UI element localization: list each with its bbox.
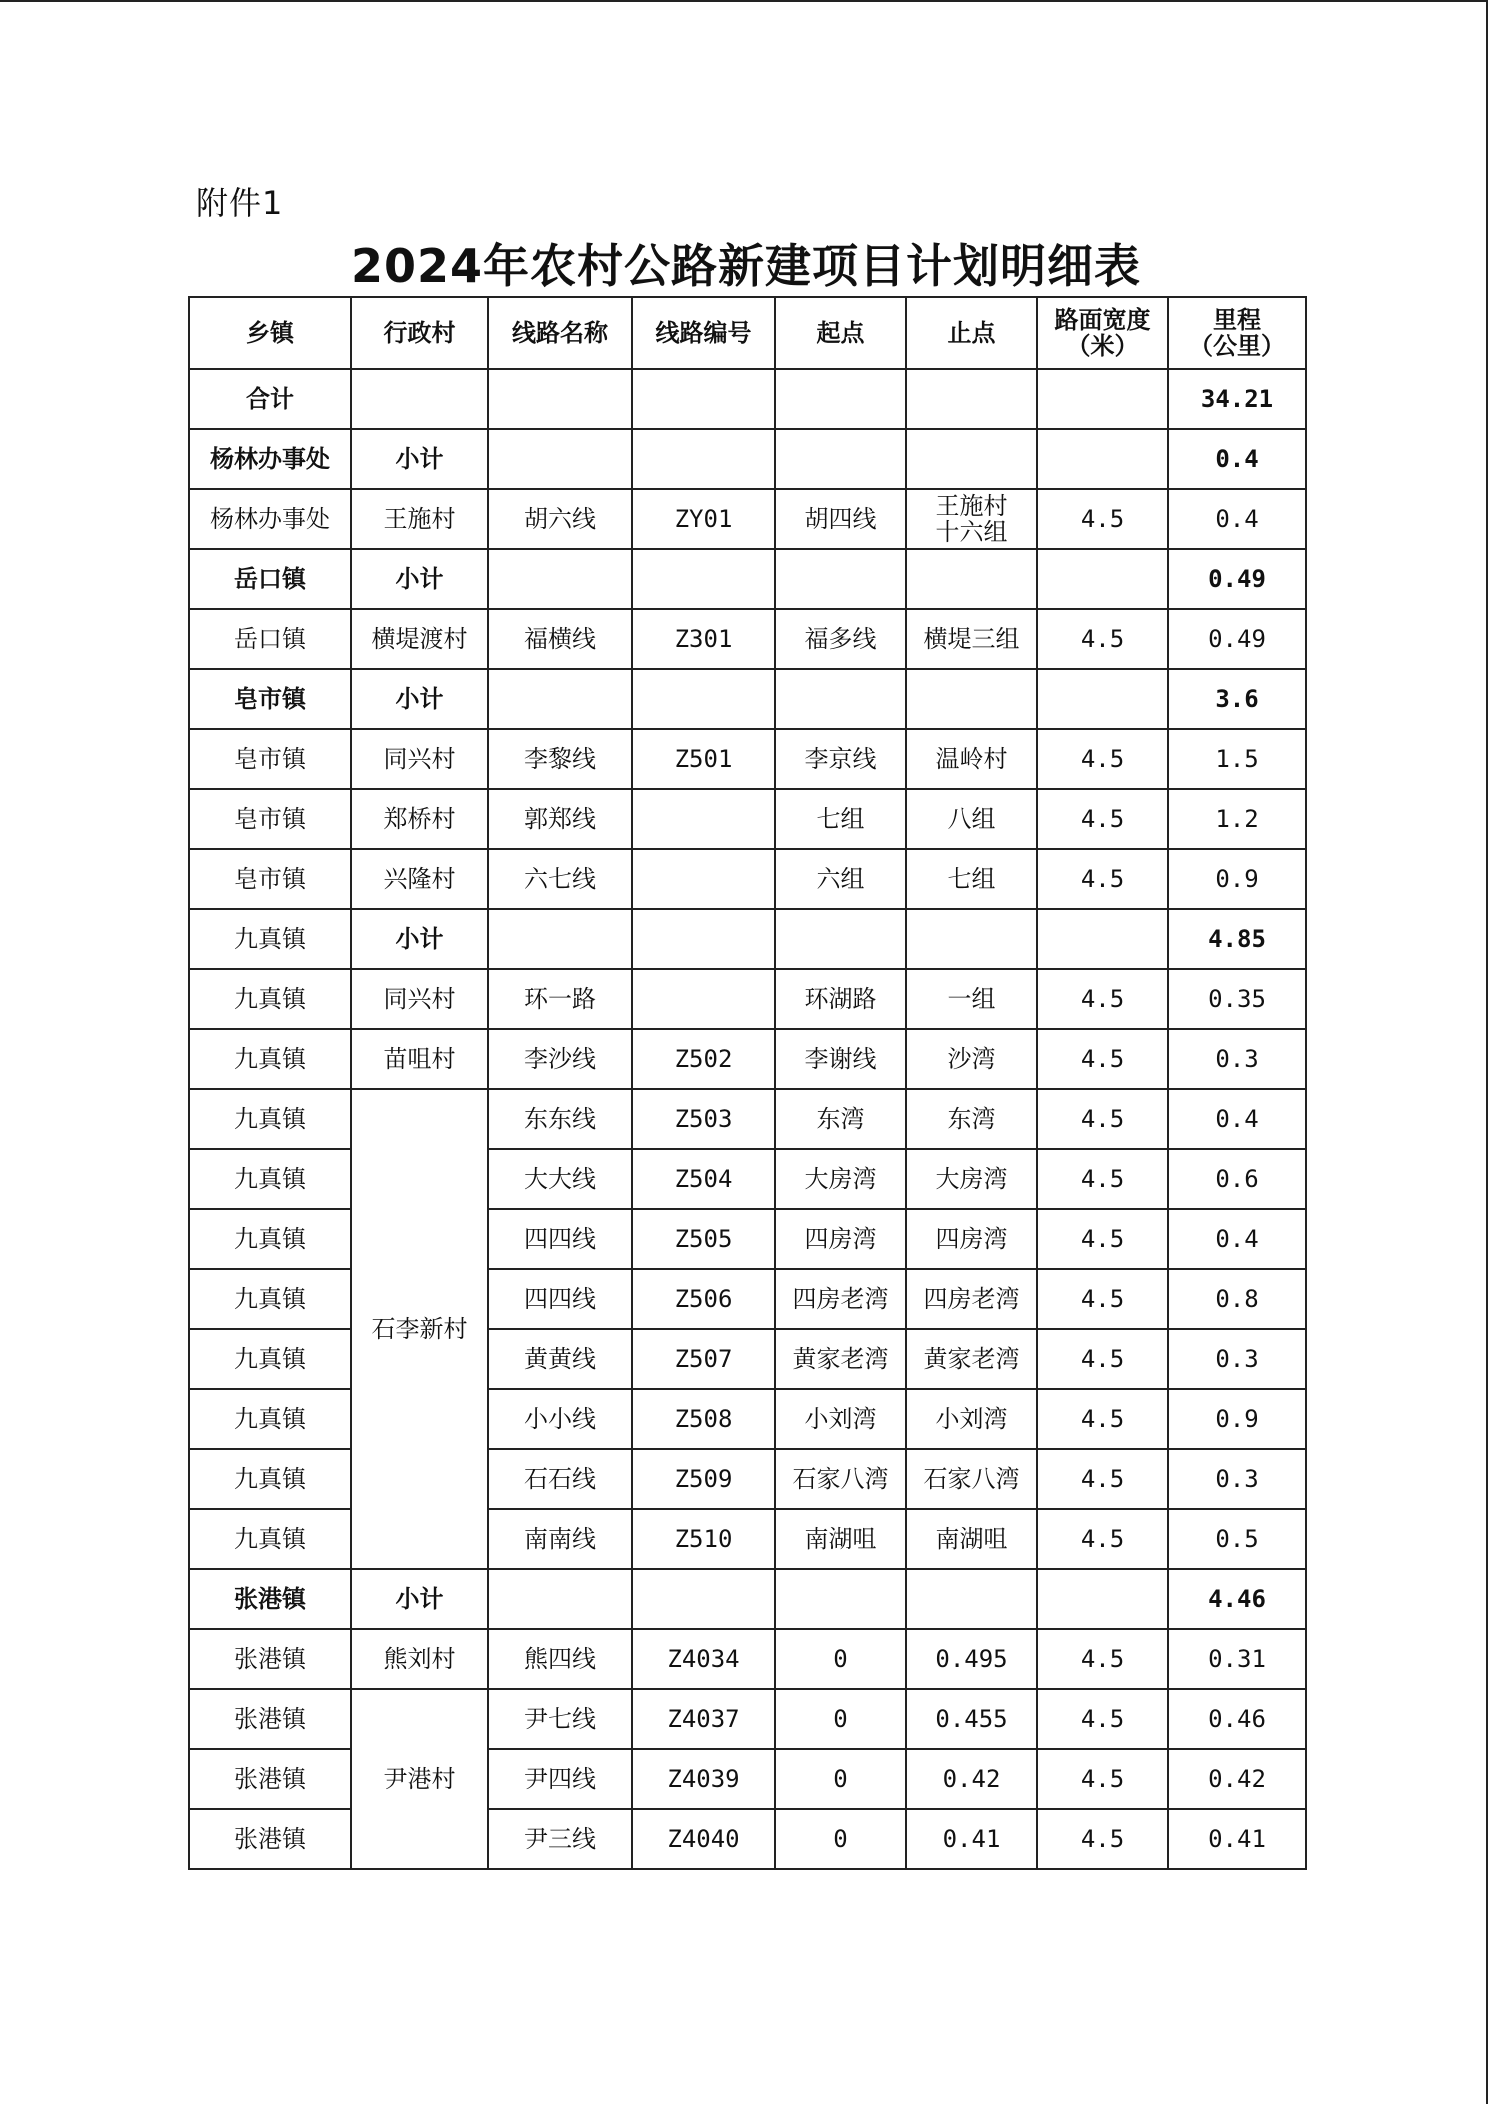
township-cell: 张港镇 xyxy=(189,1809,351,1869)
route-name-cell: 大大线 xyxy=(488,1149,632,1209)
width-cell: 4.5 xyxy=(1037,489,1168,549)
mileage-cell: 0.9 xyxy=(1168,1389,1306,1449)
route-name-cell: 李黎线 xyxy=(488,729,632,789)
end-cell: 南湖咀 xyxy=(906,1509,1037,1569)
mileage-cell: 0.42 xyxy=(1168,1749,1306,1809)
table-row xyxy=(189,849,1306,909)
width-cell: 4.5 xyxy=(1037,1509,1168,1569)
route-name-cell: 尹七线 xyxy=(488,1689,632,1749)
end-cell: 八组 xyxy=(906,789,1037,849)
table-row xyxy=(189,1629,1306,1689)
route-name-cell: 福横线 xyxy=(488,609,632,669)
width-cell: 4.5 xyxy=(1037,1269,1168,1329)
end-cell: 小刘湾 xyxy=(906,1389,1037,1449)
route-name-cell: 尹三线 xyxy=(488,1809,632,1869)
width-cell: 4.5 xyxy=(1037,1389,1168,1449)
township-cell: 皂市镇 xyxy=(189,849,351,909)
route-code-cell: Z507 xyxy=(632,1329,775,1389)
end-cell: 东湾 xyxy=(906,1089,1037,1149)
subtotal-mileage: 4.85 xyxy=(1168,909,1306,969)
route-code-cell: ZY01 xyxy=(632,489,775,549)
route-name-cell: 南南线 xyxy=(488,1509,632,1569)
township-cell: 岳口镇 xyxy=(189,609,351,669)
route-name-cell: 黄黄线 xyxy=(488,1329,632,1389)
start-cell: 四房湾 xyxy=(775,1209,906,1269)
start-cell: 胡四线 xyxy=(775,489,906,549)
township-cell: 九真镇 xyxy=(189,1149,351,1209)
start-cell: 小刘湾 xyxy=(775,1389,906,1449)
village-cell: 王施村 xyxy=(351,489,488,549)
width-cell: 4.5 xyxy=(1037,609,1168,669)
route-code-cell: Z510 xyxy=(632,1509,775,1569)
total-mileage: 34.21 xyxy=(1168,369,1306,429)
route-code-cell: Z301 xyxy=(632,609,775,669)
subtotal-row xyxy=(189,429,1306,489)
width-cell: 4.5 xyxy=(1037,1449,1168,1509)
table-row xyxy=(189,489,1306,549)
start-cell: 石家八湾 xyxy=(775,1449,906,1509)
end-cell-line1: 王施村 xyxy=(935,492,1008,520)
township-cell: 九真镇 xyxy=(189,1389,351,1449)
end-cell: 七组 xyxy=(906,849,1037,909)
start-cell: 环湖路 xyxy=(775,969,906,1029)
header-start: 起点 xyxy=(775,297,906,369)
start-cell: 0 xyxy=(775,1689,906,1749)
start-cell: 黄家老湾 xyxy=(775,1329,906,1389)
table-row xyxy=(189,1089,1306,1149)
start-cell: 南湖咀 xyxy=(775,1509,906,1569)
subtotal-row xyxy=(189,1569,1306,1629)
route-code-cell: Z508 xyxy=(632,1389,775,1449)
width-cell: 4.5 xyxy=(1037,1689,1168,1749)
document-title: 2024年农村公路新建项目计划明细表 xyxy=(350,239,1142,293)
table-row xyxy=(189,1689,1306,1749)
route-code-cell: Z4040 xyxy=(632,1809,775,1869)
end-cell: 0.42 xyxy=(906,1749,1037,1809)
route-code-cell: Z504 xyxy=(632,1149,775,1209)
subtotal-row xyxy=(189,909,1306,969)
start-cell: 六组 xyxy=(775,849,906,909)
township-cell: 张港镇 xyxy=(189,1689,351,1749)
end-cell: 温岭村 xyxy=(906,729,1037,789)
width-cell: 4.5 xyxy=(1037,1749,1168,1809)
route-code-cell: Z503 xyxy=(632,1089,775,1149)
township-cell: 九真镇 xyxy=(189,969,351,1029)
subtotal-row xyxy=(189,549,1306,609)
route-code-cell: Z501 xyxy=(632,729,775,789)
village-cell: 同兴村 xyxy=(351,729,488,789)
mileage-cell: 0.4 xyxy=(1168,1209,1306,1269)
route-code-cell: Z509 xyxy=(632,1449,775,1509)
width-cell: 4.5 xyxy=(1037,789,1168,849)
header-mileage-line1: 里程 xyxy=(1213,306,1261,334)
start-cell: 0 xyxy=(775,1749,906,1809)
township-cell: 杨林办事处 xyxy=(189,429,351,489)
end-cell: 一组 xyxy=(906,969,1037,1029)
header-mileage xyxy=(1168,297,1306,369)
village-cell: 熊刘村 xyxy=(351,1629,488,1689)
total-label: 合计 xyxy=(189,369,351,429)
route-code-cell xyxy=(632,789,775,849)
route-name-cell: 环一路 xyxy=(488,969,632,1029)
table-header-row xyxy=(189,297,1306,369)
township-cell: 张港镇 xyxy=(189,1629,351,1689)
header-width xyxy=(1037,297,1168,369)
village-cell: 郑桥村 xyxy=(351,789,488,849)
mileage-cell: 0.9 xyxy=(1168,849,1306,909)
header-route-name: 线路名称 xyxy=(488,297,632,369)
width-cell: 4.5 xyxy=(1037,1149,1168,1209)
end-cell: 沙湾 xyxy=(906,1029,1037,1089)
mileage-cell: 0.31 xyxy=(1168,1629,1306,1689)
township-cell: 岳口镇 xyxy=(189,549,351,609)
page-top-border xyxy=(0,0,1488,2)
table-row xyxy=(189,609,1306,669)
end-cell: 石家八湾 xyxy=(906,1449,1037,1509)
township-cell: 皂市镇 xyxy=(189,789,351,849)
header-end: 止点 xyxy=(906,297,1037,369)
route-code-cell: Z506 xyxy=(632,1269,775,1329)
route-name-cell: 郭郑线 xyxy=(488,789,632,849)
header-width-line2: （米） xyxy=(1066,332,1139,360)
start-cell: 李京线 xyxy=(775,729,906,789)
end-cell: 0.455 xyxy=(906,1689,1037,1749)
width-cell: 4.5 xyxy=(1037,1809,1168,1869)
table-row xyxy=(189,1029,1306,1089)
end-cell xyxy=(906,489,1037,549)
route-name-cell: 熊四线 xyxy=(488,1629,632,1689)
township-cell: 九真镇 xyxy=(189,1269,351,1329)
width-cell: 4.5 xyxy=(1037,1029,1168,1089)
mileage-cell: 0.35 xyxy=(1168,969,1306,1029)
route-code-cell: Z4037 xyxy=(632,1689,775,1749)
start-cell: 四房老湾 xyxy=(775,1269,906,1329)
width-cell: 4.5 xyxy=(1037,1629,1168,1689)
route-code-cell: Z4039 xyxy=(632,1749,775,1809)
end-cell: 0.41 xyxy=(906,1809,1037,1869)
township-cell: 九真镇 xyxy=(189,1089,351,1149)
township-cell: 九真镇 xyxy=(189,1029,351,1089)
route-code-cell: Z505 xyxy=(632,1209,775,1269)
table-row xyxy=(189,789,1306,849)
start-cell: 东湾 xyxy=(775,1089,906,1149)
mileage-cell: 0.49 xyxy=(1168,609,1306,669)
township-cell: 杨林办事处 xyxy=(189,489,351,549)
township-cell: 张港镇 xyxy=(189,1569,351,1629)
route-name-cell: 六七线 xyxy=(488,849,632,909)
village-cell: 尹港村 xyxy=(351,1689,488,1869)
route-name-cell: 小小线 xyxy=(488,1389,632,1449)
mileage-cell: 0.8 xyxy=(1168,1269,1306,1329)
route-name-cell: 石石线 xyxy=(488,1449,632,1509)
end-cell: 四房老湾 xyxy=(906,1269,1037,1329)
start-cell: 七组 xyxy=(775,789,906,849)
route-code-cell: Z502 xyxy=(632,1029,775,1089)
mileage-cell: 0.4 xyxy=(1168,1089,1306,1149)
subtotal-label: 小计 xyxy=(351,909,488,969)
village-cell: 同兴村 xyxy=(351,969,488,1029)
mileage-cell: 0.46 xyxy=(1168,1689,1306,1749)
end-cell: 大房湾 xyxy=(906,1149,1037,1209)
route-name-cell: 四四线 xyxy=(488,1209,632,1269)
subtotal-label: 小计 xyxy=(351,1569,488,1629)
route-name-cell: 东东线 xyxy=(488,1089,632,1149)
subtotal-mileage: 0.4 xyxy=(1168,429,1306,489)
width-cell: 4.5 xyxy=(1037,849,1168,909)
width-cell: 4.5 xyxy=(1037,969,1168,1029)
table-row xyxy=(189,729,1306,789)
township-cell: 九真镇 xyxy=(189,1509,351,1569)
village-cell: 石李新村 xyxy=(351,1089,488,1569)
subtotal-mileage: 3.6 xyxy=(1168,669,1306,729)
end-cell-line2: 十六组 xyxy=(935,518,1008,546)
township-cell: 九真镇 xyxy=(189,1329,351,1389)
village-cell: 苗咀村 xyxy=(351,1029,488,1089)
mileage-cell: 1.5 xyxy=(1168,729,1306,789)
width-cell: 4.5 xyxy=(1037,729,1168,789)
route-name-cell: 李沙线 xyxy=(488,1029,632,1089)
total-row xyxy=(189,369,1306,429)
subtotal-mileage: 0.49 xyxy=(1168,549,1306,609)
township-cell: 九真镇 xyxy=(189,1449,351,1509)
village-cell: 兴隆村 xyxy=(351,849,488,909)
end-cell: 四房湾 xyxy=(906,1209,1037,1269)
route-code-cell xyxy=(632,849,775,909)
route-name-cell: 尹四线 xyxy=(488,1749,632,1809)
township-cell: 皂市镇 xyxy=(189,729,351,789)
mileage-cell: 0.3 xyxy=(1168,1329,1306,1389)
end-cell: 横堤三组 xyxy=(906,609,1037,669)
start-cell: 李谢线 xyxy=(775,1029,906,1089)
header-village: 行政村 xyxy=(351,297,488,369)
header-mileage-line2: （公里） xyxy=(1189,332,1285,360)
header-route-code: 线路编号 xyxy=(632,297,775,369)
township-cell: 皂市镇 xyxy=(189,669,351,729)
subtotal-label: 小计 xyxy=(351,549,488,609)
route-name-cell: 胡六线 xyxy=(488,489,632,549)
header-township: 乡镇 xyxy=(189,297,351,369)
subtotal-label: 小计 xyxy=(351,429,488,489)
route-code-cell xyxy=(632,969,775,1029)
project-plan-table xyxy=(188,296,1307,1870)
start-cell: 福多线 xyxy=(775,609,906,669)
attachment-label: 附件1 xyxy=(196,184,284,222)
subtotal-row xyxy=(189,669,1306,729)
route-code-cell: Z4034 xyxy=(632,1629,775,1689)
start-cell: 大房湾 xyxy=(775,1149,906,1209)
mileage-cell: 0.3 xyxy=(1168,1029,1306,1089)
end-cell: 0.495 xyxy=(906,1629,1037,1689)
mileage-cell: 0.6 xyxy=(1168,1149,1306,1209)
width-cell: 4.5 xyxy=(1037,1209,1168,1269)
mileage-cell: 0.5 xyxy=(1168,1509,1306,1569)
township-cell: 九真镇 xyxy=(189,1209,351,1269)
width-cell: 4.5 xyxy=(1037,1329,1168,1389)
mileage-cell: 0.4 xyxy=(1168,489,1306,549)
table-row xyxy=(189,969,1306,1029)
subtotal-mileage: 4.46 xyxy=(1168,1569,1306,1629)
mileage-cell: 0.3 xyxy=(1168,1449,1306,1509)
township-cell: 九真镇 xyxy=(189,909,351,969)
width-cell: 4.5 xyxy=(1037,1089,1168,1149)
start-cell: 0 xyxy=(775,1809,906,1869)
mileage-cell: 0.41 xyxy=(1168,1809,1306,1869)
header-width-line1: 路面宽度 xyxy=(1054,306,1151,334)
subtotal-label: 小计 xyxy=(351,669,488,729)
mileage-cell: 1.2 xyxy=(1168,789,1306,849)
end-cell: 黄家老湾 xyxy=(906,1329,1037,1389)
start-cell: 0 xyxy=(775,1629,906,1689)
village-cell: 横堤渡村 xyxy=(351,609,488,669)
route-name-cell: 四四线 xyxy=(488,1269,632,1329)
township-cell: 张港镇 xyxy=(189,1749,351,1809)
